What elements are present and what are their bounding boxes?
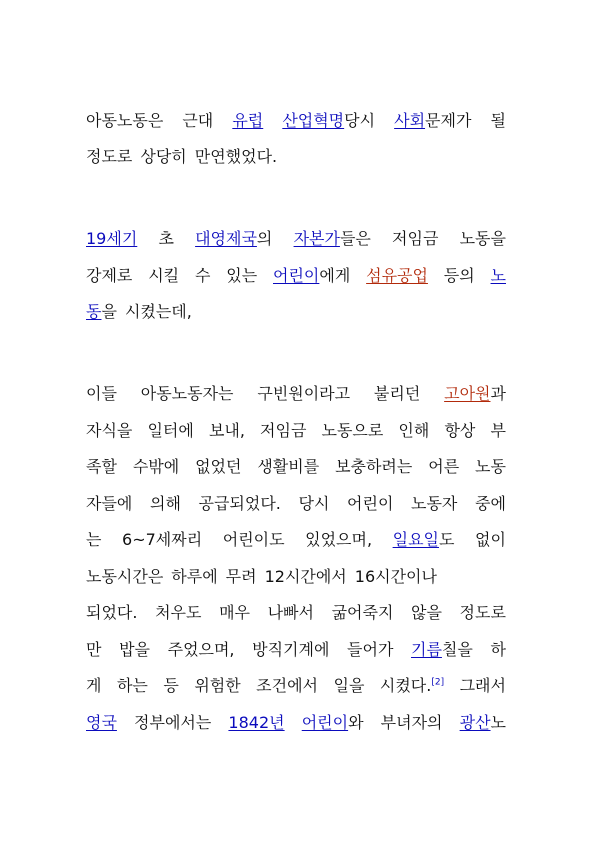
word-text: 없이 [475, 530, 506, 549]
word-text: 과 [490, 384, 506, 403]
wiki-link[interactable]: 어린이 [301, 713, 349, 732]
word-text: 족할 [86, 457, 117, 476]
word-text: 의해 [149, 494, 181, 513]
word-text: 근대 [182, 111, 214, 130]
word-text: 되었다. [86, 603, 138, 622]
wiki-link[interactable]: 자본가 [293, 229, 340, 248]
word-text: 무려 [225, 567, 257, 586]
word-text: 하는 [116, 676, 148, 695]
word-text: 등의 [443, 266, 475, 285]
word-text: 일을 [333, 676, 365, 695]
wiki-link[interactable]: 일요일 [392, 530, 439, 549]
word [393, 528, 455, 552]
text-line [86, 300, 506, 324]
word-text: 부 [490, 421, 506, 440]
word-text: 보충하려는 [335, 457, 413, 476]
word-text: 노 [490, 713, 506, 732]
text-line [86, 109, 506, 133]
word-text: 들어가 [347, 640, 394, 659]
word-text: 항상 [444, 421, 476, 440]
word-text: 위험한 [194, 676, 241, 695]
word-text: 중에 [475, 494, 506, 513]
word-text: 않을 [411, 603, 442, 622]
word-text: 아동노동은 [86, 111, 164, 130]
word [273, 264, 350, 288]
word-text: 들은 [339, 229, 371, 248]
word-text: 등 [163, 676, 179, 695]
word-text: 12시간에서 [264, 567, 347, 586]
text-line [86, 638, 506, 662]
word-text: 매우 [219, 603, 250, 622]
word-text: 아동노동자는 [140, 384, 234, 403]
word-text: 굶어죽지 [331, 603, 394, 622]
text-line [86, 382, 506, 406]
word-text: 생활비를 [257, 457, 320, 476]
word-text: 보내, [208, 421, 245, 440]
word [394, 109, 471, 133]
word-text: 밥을 [119, 640, 150, 659]
word-text: 구빈원이라고 [257, 384, 351, 403]
word-text: 시켰다. [379, 676, 432, 695]
wiki-link[interactable]: 1842년 [228, 713, 285, 732]
wiki-link[interactable]: 사회 [394, 111, 426, 130]
word [294, 227, 371, 251]
word-text: 시켰는데, [124, 302, 192, 321]
word-text: 그래서 [459, 676, 506, 695]
word-text: 16시간이나 [354, 567, 437, 586]
word-text: 을 [101, 302, 117, 321]
word [302, 711, 364, 735]
word-text: 당시 [298, 494, 330, 513]
wiki-link[interactable]: 기름 [411, 640, 442, 659]
wiki-link[interactable]: 유럽 [232, 111, 264, 130]
text-line [86, 601, 506, 625]
word-text: 노동 [475, 457, 506, 476]
text-line [86, 145, 506, 169]
word-text: 시킬 [148, 266, 180, 285]
word-text: 어린이 [347, 494, 394, 513]
word-text: 의 [256, 229, 273, 248]
word-text: 하 [490, 640, 506, 659]
word-text: 문제가 [425, 111, 472, 130]
word-text: 정부에서는 [134, 713, 212, 732]
wiki-link[interactable]: 대영제국 [195, 229, 257, 248]
text-line [86, 419, 506, 443]
word-text: 어른 [428, 457, 460, 476]
wiki-link[interactable]: 19세기 [86, 229, 138, 248]
word-text: 부녀자의 [380, 713, 443, 732]
word-text: 칠을 [441, 640, 473, 659]
wiki-link[interactable]: 노 [490, 266, 506, 285]
word-text: 조건에서 [256, 676, 318, 695]
word-text: 에게 [319, 266, 351, 285]
word-text: 저임금 [260, 421, 307, 440]
footnote-reference[interactable]: [2] [431, 677, 445, 688]
text-line [86, 711, 506, 735]
word [444, 382, 506, 406]
word-text: 없었던 [195, 457, 242, 476]
word-text: 나빠서 [267, 603, 314, 622]
word-text: 될 [490, 111, 506, 130]
text-line [86, 674, 506, 698]
word-text: 방직기계에 [252, 640, 330, 659]
word [86, 300, 117, 324]
word-text: 일터에 [147, 421, 194, 440]
word-text: 처우도 [155, 603, 202, 622]
text-line [86, 455, 506, 479]
word-text: 만 [86, 640, 102, 659]
word-text: 인해 [398, 421, 430, 440]
word-text: 공급되었다. [198, 494, 281, 513]
word-text: 게 [86, 676, 102, 695]
wiki-link[interactable]: 어린이 [273, 266, 320, 285]
word-text: 주었으며, [167, 640, 235, 659]
word-text: 있었으며, [305, 530, 373, 549]
word-text: 와 [348, 713, 364, 732]
word-text: 정도로 [86, 147, 133, 166]
word-text: 도 [438, 530, 455, 549]
wiki-link[interactable]: 섬유공업 [366, 266, 428, 285]
word-text: 만연했었다. [194, 147, 278, 166]
text-line [86, 492, 506, 516]
word-text: 노동을 [459, 229, 506, 248]
word-text: 상당히 [140, 147, 187, 166]
wiki-link[interactable]: 광산 [459, 713, 491, 732]
word-text: 있는 [226, 266, 258, 285]
word [411, 638, 473, 662]
word-text: 6~7세짜리 [122, 530, 203, 549]
text-line [86, 264, 506, 288]
wiki-link[interactable]: 영국 [86, 713, 117, 732]
word-text: 강제로 [86, 266, 133, 285]
word [380, 674, 444, 698]
word-text: 어린이도 [222, 530, 285, 549]
word-text: 는 [86, 530, 102, 549]
word-text: 수밖에 [132, 457, 180, 476]
wiki-link[interactable]: 동 [86, 302, 102, 321]
word [282, 109, 375, 133]
text-line [86, 565, 506, 589]
word-text: 저임금 [392, 229, 439, 248]
text-line [86, 528, 506, 552]
word-text: 이들 [86, 384, 117, 403]
word-text: 노동시간은 [86, 567, 164, 586]
word-text: 당시 [344, 111, 376, 130]
word-text: 정도로 [459, 603, 506, 622]
word-text: 노동자 [411, 494, 458, 513]
word-text: 초 [158, 229, 174, 248]
word-text: 노동으로 [321, 421, 384, 440]
word [460, 711, 506, 735]
word [195, 227, 272, 251]
word-text: 자들에 [86, 494, 133, 513]
word-text: 수 [194, 266, 211, 285]
wiki-link[interactable]: 산업혁명 [282, 111, 345, 130]
word-text: 자식을 [86, 421, 133, 440]
text-line [86, 227, 506, 251]
wiki-link[interactable]: 고아원 [444, 384, 491, 403]
word-text: 불리던 [373, 384, 421, 403]
word-text: 하루에 [171, 567, 218, 586]
